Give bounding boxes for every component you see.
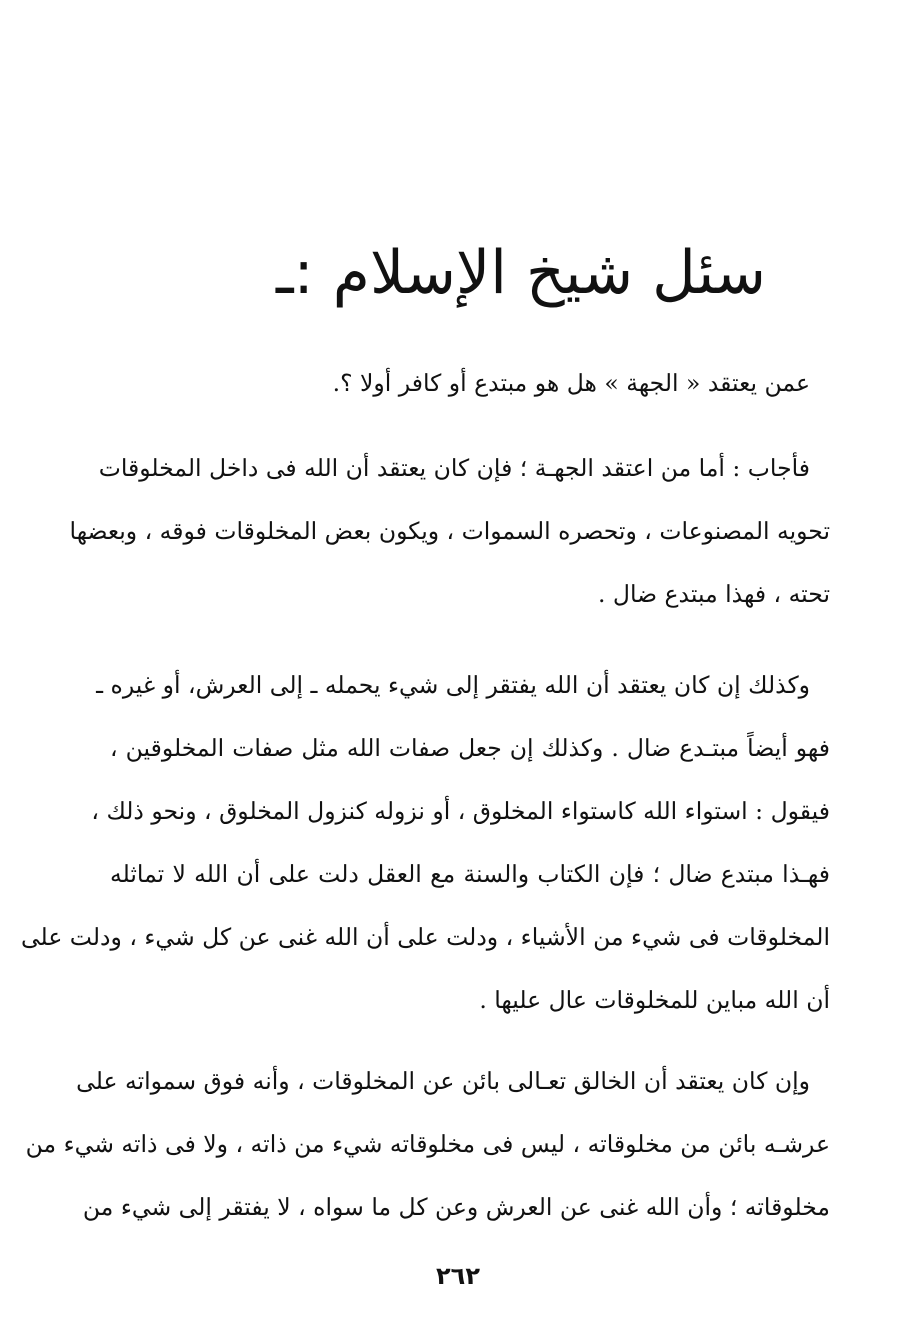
question-line: عمن يعتقد « الجهة » هل هو مبتدع أو كافر أولا ؟. xyxy=(332,369,810,397)
paragraph-2-line-2: فهو أيضاً مبتـدع ضال . وكذلك إن جعل صفات الله مثل صفات المخلوقين ، xyxy=(110,734,830,762)
paragraph-3-line-2: عرشـه بائن من مخلوقاته ، ليس فى مخلوقاته شيء من ذاته ، ولا فى ذاته شيء من xyxy=(25,1130,830,1158)
paragraph-1-line-1: فأجاب : أما من اعتقد الجهـة ؛ فإن كان يعتقد أن الله فى داخل المخلوقات xyxy=(98,454,810,482)
paragraph-2-line-6: أن الله مباين للمخلوقات عال عليها . xyxy=(479,986,830,1014)
section-title: سئل شيخ الإسلام :ـ xyxy=(275,238,766,308)
paragraph-3-line-1: وإن كان يعتقد أن الخالق تعـالى بائن عن المخلوقات ، وأنه فوق سمواته على xyxy=(76,1067,810,1095)
paragraph-3-line-3: مخلوقاته ؛ وأن الله غنى عن العرش وعن كل ما سواه ، لا يفتقر إلى شيء من xyxy=(82,1193,830,1221)
paragraph-2-line-1: وكذلك إن كان يعتقد أن الله يفتقر إلى شيء يحمله ـ إلى العرش، أو غيره ـ xyxy=(96,671,810,699)
paragraph-2 xyxy=(20,654,830,1032)
paragraph-2-line-3: فيقول : استواء الله كاستواء المخلوق ، أو نزوله كنزول المخلوق ، ونحو ذلك ، xyxy=(91,797,830,825)
paragraph-3 xyxy=(25,1050,830,1239)
paragraph-1-line-3: تحته ، فهذا مبتدع ضال . xyxy=(597,580,830,608)
question-block xyxy=(110,352,830,415)
paragraph-1 xyxy=(69,437,830,626)
page-number: ٢٦٢ xyxy=(436,1262,480,1290)
paragraph-1-line-2: تحويه المصنوعات ، وتحصره السموات ، ويكون بعض المخلوقات فوقه ، وبعضها xyxy=(69,517,830,545)
paragraph-2-line-5: المخلوقات فى شيء من الأشياء ، ودلت على أن الله غنى عن كل شيء ، ودلت على xyxy=(20,923,830,951)
paragraph-2-line-4: فهـذا مبتدع ضال ؛ فإن الكتاب والسنة مع العقل دلت على أن الله لا تماثله xyxy=(110,860,830,888)
